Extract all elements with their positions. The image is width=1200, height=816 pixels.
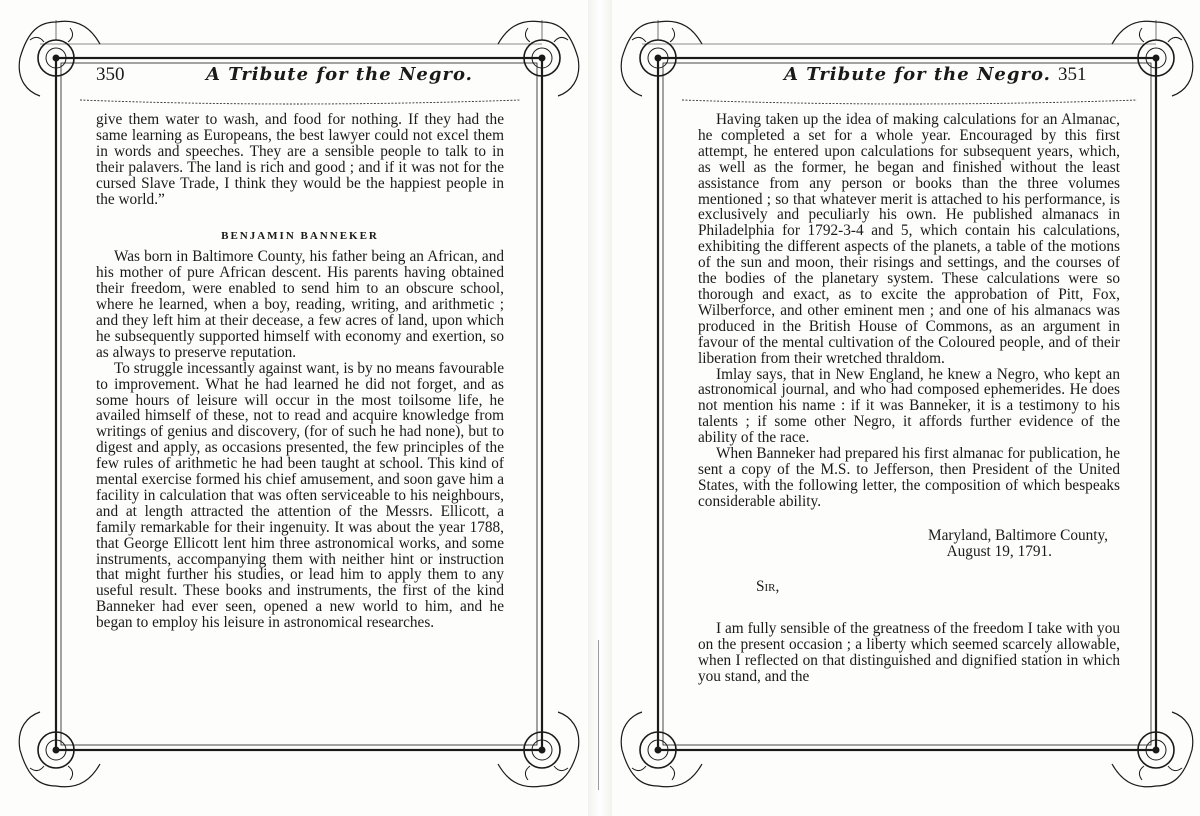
right-page [612,0,1200,816]
running-head [784,62,1124,92]
section-heading: BENJAMIN BANNEKER [221,230,379,243]
gutter-line [598,640,599,790]
paragraph: Having taken up the idea of making calculations for an Almanac, he completed a set for a whole year. Encouraged by this first attempt, he entered upon calculations for subsequent years, which, as well as the former, he began and finished without the least assistance from any person or books than the three volumes mentioned ; so that whatever merit is attached to his performance, is exclusively and peculiarly his own. He published almanacs in Philadelphia for 1792-3-4 and 5, which contain his calculations, exhibiting the different aspects of the planets, a table of the motions of the sun and moon, their risings and settings, and the courses of the bodies of the planetary system. These calculations were so thorough and exact, as to excite the approbation of Pitt, Fox, Wilberforce, and other eminent men ; and one of his almanacs was produced in the British House of Commons, as an argument in favour of the mental cultivation of the Coloured people, and of their liberation from their wretched thraldom. [698,111,1120,367]
running-title: A Tribute for the Negro. [784,64,1051,85]
running-title: A Tribute for the Negro. [206,64,473,85]
page-number: 351 [1058,64,1087,85]
paragraph: Imlay says, that in New England, he knew a Negro, who kept an astronomical journal, and who had composed ephemerides. He does not mention his name : if it was Banneker, it is a testimony to his talents ; if some other Negro, it affords further evidence of the ability of the race. [698,365,1120,447]
letter-place: Maryland, Baltimore County, [928,526,1108,544]
letter-date: August 19, 1791. [946,542,1052,560]
letter-salutation: Sir, [756,578,780,596]
letter-text: I am fully sensible of the greatness of the freedom I take with you on the present occasion ; a liberty which seemed scarcely allowable, when I reflected on that distinguished and dignified station in which you stand, and the [698,620,1120,686]
right-page-body [698,112,1120,685]
running-head [96,62,516,92]
paragraph: Was born in Baltimore County, his father being an African, and his mother of pure African descent. His parents having obtained their freedom, were enabled to send him to an obscure school, where he learned, when a boy, reading, writing, and arithmetic ; and they left him at their decease, a few acres of land, upon which he subsequently supported himself with economy and exertion, so as always to preserve reputation. [96,248,504,361]
page-number: 350 [96,64,125,85]
left-page-body [96,112,504,631]
paragraph: When Banneker had prepared his first almanac for publication, he sent a copy of the M.S. to Jefferson, then President of the United States, with the following letter, the composition of which bespeaks considerable ability. [698,445,1120,510]
paragraph: To struggle incessantly against want, is by no means favourable to improvement. What he had learned he did not forget, and as some hours of leisure will occur in the most toilsome life, he availed himself of these, not to read and acquire knowledge from writings of genius and discovery, (for of such he had none), but to digest and apply, as occasions presented, the few principles of the few rules of arithmetic he had been taught at school. This kind of mental exercise formed his chief amusement, and soon gave him a facility in calculation that was often serviceable to his neighbours, and at length attracted the attention of the Messrs. Ellicott, a family remarkable for their ingenuity. It was about the year 1788, that George Ellicott lent him three astronomical works, and some instruments, accompanying them with neither hint or instruction that might further his studies, or lead him to apply them to any useful result. These books and instruments, the first of the kind Banneker had ever seen, opened a new world to him, and he began to employ his leisure in astronomical researches. [96,359,504,632]
paragraph: give them water to wash, and food for nothing. If they had the same learning as Europeans, the best lawyer could not excel them in words and speeches. They are a sensible people to talk to in their palavers. The land is rich and good ; and if it was not for the cursed Slave Trade, I think they would be the happiest people in the world.” [96,111,504,208]
left-page [0,0,588,816]
book-gutter [588,0,612,816]
